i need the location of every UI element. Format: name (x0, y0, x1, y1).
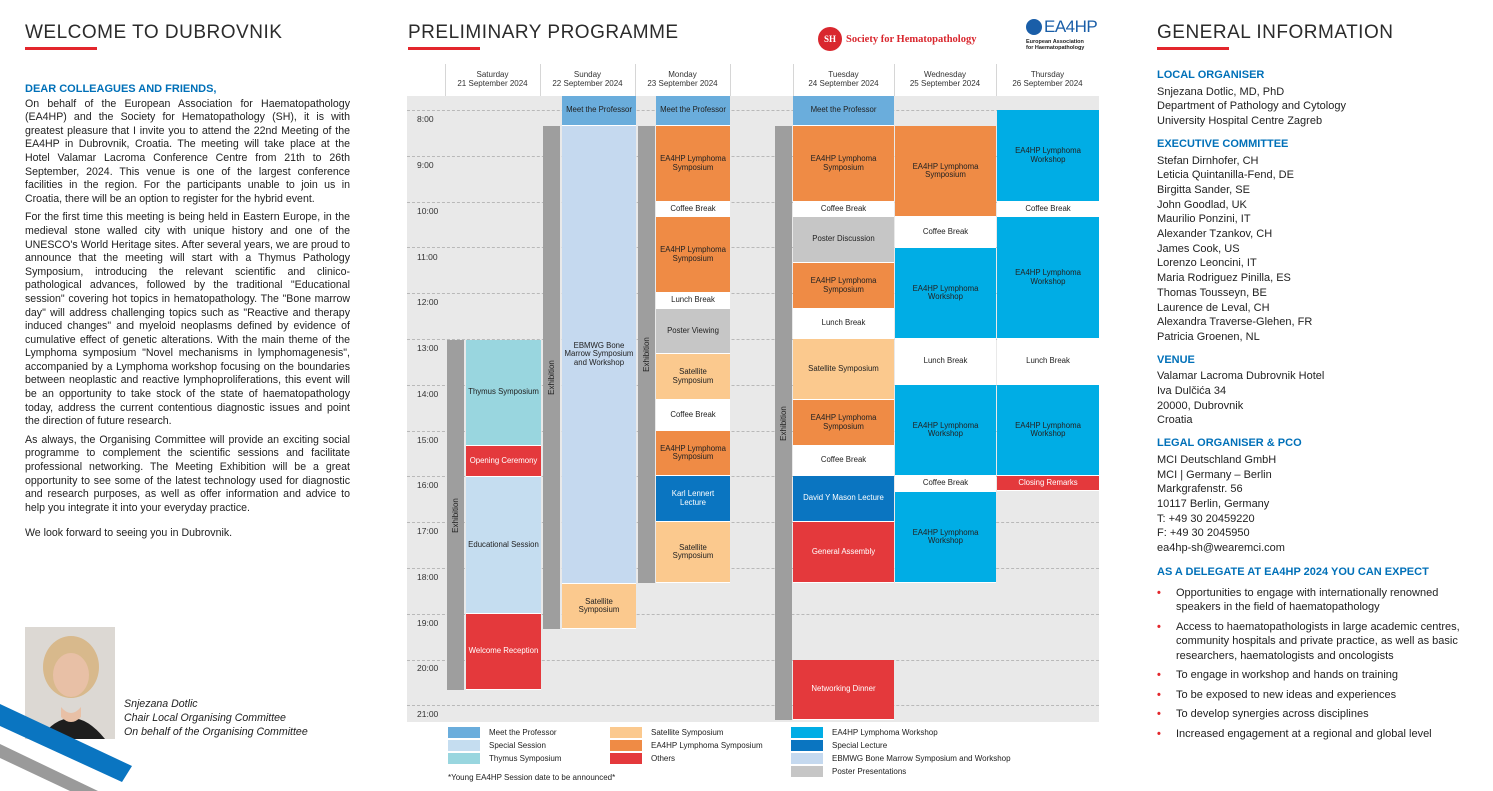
committee-member: Lorenzo Leoncini, IT (1157, 257, 1257, 270)
exhibition-bar-sunday: Exhibition (543, 126, 560, 629)
session-lymphoma-workshop: EA4HP Lymphoma Workshop (895, 248, 996, 339)
local-organiser-line: Snjezana Dotlic, MD, PhD (1157, 85, 1285, 98)
time-label: 14:00 (417, 389, 439, 399)
time-label: 17:00 (417, 526, 439, 536)
schedule-footnote: *Young EA4HP Session date to be announced* (448, 773, 616, 782)
time-label: 13:00 (417, 343, 439, 353)
session-welcome-reception: Welcome Reception (466, 614, 541, 690)
legal-line: MCI Deutschland GmbH (1157, 453, 1277, 466)
session-lunch-break: Lunch Break (997, 339, 1099, 385)
time-label: 9:00 (417, 160, 434, 170)
ea4hp-logo-subtitle: European Association for Haematopathology (1026, 39, 1085, 51)
session-lymphoma-workshop: EA4HP Lymphoma Workshop (895, 492, 996, 583)
welcome-title-underline (25, 47, 97, 50)
session-meet-professor: Meet the Professor (656, 96, 730, 126)
committee-member: Alexander Tzankov, CH (1157, 228, 1273, 241)
welcome-paragraph: As always, the Organising Committee will provide an exciting social programme to complement the scientific sessions and facilitate professional networking. The Meeting Exhibition will be a great opportunity to see some of the latest technology used for diagnostic and research purposes, as well as offer information and advice to help you integrate it into your everyday practice. (25, 433, 350, 514)
sh-logo (818, 27, 976, 51)
day-header-tuesday: Tuesday 24 September 2024 (808, 70, 879, 88)
signature-name: Snjezana Dotlic (124, 698, 198, 710)
time-label: 19:00 (417, 618, 439, 628)
welcome-paragraph: For the first time this meeting is being held in Eastern Europe, in the medieval stone walled city with unique history and one of the UNESCO's World Heritage sites. After several years, we are proud to announce that the meeting will start with a Thymus Pathology Symposium, introducing the relevant scientific and clinico-pathological advances, followed by the traditional "Educational session" covering hot topics in hematopathology. The "Bone marrow day" will address challenging topics such as "Reactive and therapy induced changes" and myeloid neoplasms defined by evidence of cumulative effect of genetic alterations. With the main theme of the Lymphoma symposium "Novel mechanisms in lymphomagenesis", accompanied by a Lymphoma workshop focusing on the boundaries between neoplastic and reactive lymphoproliferations, this event will be an opportunity to take stock of the state of haematopathology today, address the current contentious diagnostic issues and point the direction of future research. (25, 211, 350, 428)
ea4hp-logo-text: EA4HP (1044, 17, 1098, 36)
committee-member: John Goodlad, UK (1157, 198, 1247, 211)
day-header-wednesday: Wednesday 25 September 2024 (909, 70, 981, 88)
session-coffee-break: Coffee Break (895, 217, 996, 248)
legend-item: EA4HP Lymphoma Symposium (610, 740, 763, 751)
hour-gridline (407, 110, 1099, 111)
time-label: 21:00 (417, 709, 439, 719)
sh-logo-mark: SH (818, 27, 842, 51)
time-label: 20:00 (417, 663, 439, 673)
session-poster-discussion: Poster Discussion (793, 217, 894, 263)
welcome-paragraph: On behalf of the European Association for Haematopathology (EA4HP) and the Society for Hematopathology (SH), it is with greatest pleasure that I invite you to attend the 22nd Meeting of the EA4HP in Dubrovnik, Croatia. The meeting will take place at the Hotel Valamar Lacroma Conference Centre from 21th to 26th September, 2024. This venue is one of the largest conference facilities in the region. For the participants unable to join us in Croatia, there will be an option to register for the hybrid event. (25, 97, 350, 205)
session-lunch-break: Lunch Break (656, 293, 730, 309)
session-coffee-break: Coffee Break (656, 202, 730, 217)
session-poster-viewing: Poster Viewing (656, 309, 730, 354)
committee-member: Thomas Tousseyn, BE (1157, 286, 1267, 299)
session-lunch-break: Lunch Break (895, 339, 996, 385)
sh-logo-text: Society for Hematopathology (846, 33, 977, 45)
session-lymphoma-symposium: EA4HP Lymphoma Symposium (793, 400, 894, 446)
session-lymphoma-workshop: EA4HP Lymphoma Workshop (997, 110, 1099, 202)
time-label: 12:00 (417, 297, 439, 307)
legend-item: Others (610, 753, 675, 764)
legal-line: 10117 Berlin, Germany (1157, 497, 1270, 510)
local-organiser-line: University Hospital Centre Zagreb (1157, 115, 1323, 128)
executive-committee-heading: EXECUTIVE COMMITTEE (1157, 137, 1289, 150)
session-coffee-break: Coffee Break (793, 446, 894, 476)
list-item: • To be exposed to new ideas and experiences (1157, 688, 1467, 703)
legal-line: T: +49 30 20459220 (1157, 512, 1255, 525)
session-lymphoma-symposium: EA4HP Lymphoma Symposium (793, 263, 894, 309)
exhibition-bar-tuesday: Exhibition (775, 126, 792, 720)
session-coffee-break: Coffee Break (793, 202, 894, 217)
session-lymphoma-symposium: EA4HP Lymphoma Symposium (656, 126, 730, 202)
time-label: 16:00 (417, 480, 439, 490)
ea4hp-logo (1026, 17, 1106, 51)
decorative-stripes (0, 700, 140, 791)
signature-role: Chair Local Organising Committee (124, 712, 286, 724)
committee-member: Maurilio Ponzini, IT (1157, 213, 1251, 226)
session-lymphoma-workshop: EA4HP Lymphoma Workshop (997, 217, 1099, 339)
session-opening-ceremony: Opening Ceremony (466, 446, 541, 477)
signature-block (124, 697, 308, 739)
legal-line: MCI | Germany – Berlin (1157, 468, 1272, 481)
legend-item: Thymus Symposium (448, 753, 561, 764)
session-lymphoma-symposium: EA4HP Lymphoma Symposium (656, 217, 730, 293)
committee-member: Patricia Groenen, NL (1157, 330, 1260, 343)
time-label: 18:00 (417, 572, 439, 582)
legend-item: EBMWG Bone Marrow Symposium and Workshop (791, 753, 1011, 764)
session-ebmwg: EBMWG Bone Marrow Symposium and Workshop (562, 126, 636, 584)
welcome-paragraph: We look forward to seeing you in Dubrovnik. (25, 527, 233, 540)
legal-line: F: +49 30 2045950 (1157, 527, 1250, 540)
session-general-assembly: General Assembly (793, 522, 894, 583)
session-lymphoma-symposium: EA4HP Lymphoma Symposium (895, 126, 996, 217)
programme-title-underline (408, 47, 480, 50)
session-networking-dinner: Networking Dinner (793, 660, 894, 720)
day-header-sunday: Sunday 22 September 2024 (552, 70, 623, 88)
programme-schedule (407, 64, 1101, 724)
session-karl-lennert-lecture: Karl Lennert Lecture (656, 476, 730, 522)
venue-line: Croatia (1157, 414, 1193, 427)
session-coffee-break: Coffee Break (895, 476, 996, 492)
committee-member: Stefan Dirnhofer, CH (1157, 154, 1259, 167)
list-item: • Opportunities to engage with internationally renowned speakers in the field of haematopathology (1157, 586, 1467, 615)
venue-line: Iva Dulčića 34 (1157, 385, 1227, 398)
legend-item: Meet the Professor (448, 727, 557, 738)
day-header-saturday: Saturday 21 September 2024 (457, 70, 528, 88)
time-label: 8:00 (417, 114, 434, 124)
legend-item: EA4HP Lymphoma Workshop (791, 727, 938, 738)
welcome-greeting: DEAR COLLEAGUES AND FRIENDS, (25, 83, 217, 95)
list-item: • To develop synergies across disciplines (1157, 707, 1467, 722)
programme-title: PRELIMINARY PROGRAMME (408, 22, 679, 43)
venue-line: Valamar Lacroma Dubrovnik Hotel (1157, 370, 1325, 383)
session-satellite-symposium: Satellite Symposium (656, 522, 730, 583)
committee-member: Maria Rodriguez Pinilla, ES (1157, 272, 1291, 285)
session-satellite-symposium: Satellite Symposium (793, 339, 894, 400)
committee-member: James Cook, US (1157, 242, 1240, 255)
committee-member: Laurence de Leval, CH (1157, 301, 1270, 314)
list-item: • Access to haematopathologists in large academic centres, community hospitals and private practice, as well as basic researchers, haematologists and oncologists (1157, 620, 1467, 664)
session-coffee-break: Coffee Break (997, 202, 1099, 217)
committee-member: Birgitta Sander, SE (1157, 183, 1250, 196)
exhibition-bar-saturday: Exhibition (447, 340, 464, 690)
day-header-thursday: Thursday 26 September 2024 (1012, 70, 1083, 88)
legend-item: Poster Presentations (791, 766, 906, 777)
exhibition-bar-monday: Exhibition (638, 126, 655, 583)
legend-item: Special Session (448, 740, 546, 751)
session-lymphoma-workshop: EA4HP Lymphoma Workshop (895, 385, 996, 476)
general-information (1157, 68, 1467, 746)
committee-member: Leticia Quintanilla-Fend, DE (1157, 169, 1294, 182)
session-satellite-symposium: Satellite Symposium (562, 584, 636, 629)
session-coffee-break: Coffee Break (656, 400, 730, 431)
local-organiser-line: Department of Pathology and Cytology (1157, 100, 1346, 113)
session-meet-professor: Meet the Professor (793, 96, 894, 126)
info-title: GENERAL INFORMATION (1157, 22, 1394, 43)
session-lunch-break: Lunch Break (793, 309, 894, 339)
session-david-mason-lecture: David Y Mason Lecture (793, 476, 894, 522)
contact-email: ea4hp-sh@wearemci.com (1157, 542, 1285, 555)
signature-committee: On behalf of the Organising Committee (124, 726, 308, 738)
legend-item: Special Lecture (791, 740, 887, 751)
time-label: 11:00 (417, 252, 438, 262)
delegate-benefits-list (1157, 586, 1467, 742)
welcome-title: WELCOME TO DUBROVNIK (25, 22, 283, 43)
committee-member: Alexandra Traverse-Glehen, FR (1157, 316, 1313, 329)
local-organiser-heading: LOCAL ORGANISER (1157, 69, 1265, 81)
legal-organiser-heading: LEGAL ORGANISER & PCO (1157, 437, 1302, 450)
session-closing-remarks: Closing Remarks (997, 476, 1099, 491)
session-lymphoma-workshop: EA4HP Lymphoma Workshop (997, 385, 1099, 476)
session-educational: Educational Session (466, 477, 541, 614)
session-lymphoma-symposium: EA4HP Lymphoma Symposium (656, 431, 730, 476)
session-lymphoma-symposium: EA4HP Lymphoma Symposium (793, 126, 894, 202)
legend-item: Satellite Symposium (610, 727, 723, 738)
day-header-monday: Monday 23 September 2024 (647, 70, 718, 88)
delegate-heading: AS A DELEGATE AT EA4HP 2024 YOU CAN EXPECT (1157, 565, 1429, 578)
session-satellite-symposium: Satellite Symposium (656, 354, 730, 400)
info-title-underline (1157, 47, 1229, 50)
list-item: • To engage in workshop and hands on training (1157, 668, 1467, 683)
session-meet-professor: Meet the Professor (562, 96, 636, 126)
welcome-letter (25, 83, 350, 546)
time-label: 10:00 (417, 206, 439, 216)
globe-icon (1026, 19, 1042, 35)
session-thymus-symposium: Thymus Symposium (466, 340, 541, 446)
legal-line: Markgrafenstr. 56 (1157, 483, 1243, 496)
venue-line: 20000, Dubrovnik (1157, 399, 1244, 412)
list-item: • Increased engagement at a regional and global level (1157, 727, 1467, 742)
hour-gridline (407, 705, 1099, 706)
time-label: 15:00 (417, 435, 439, 445)
venue-heading: VENUE (1157, 353, 1195, 366)
